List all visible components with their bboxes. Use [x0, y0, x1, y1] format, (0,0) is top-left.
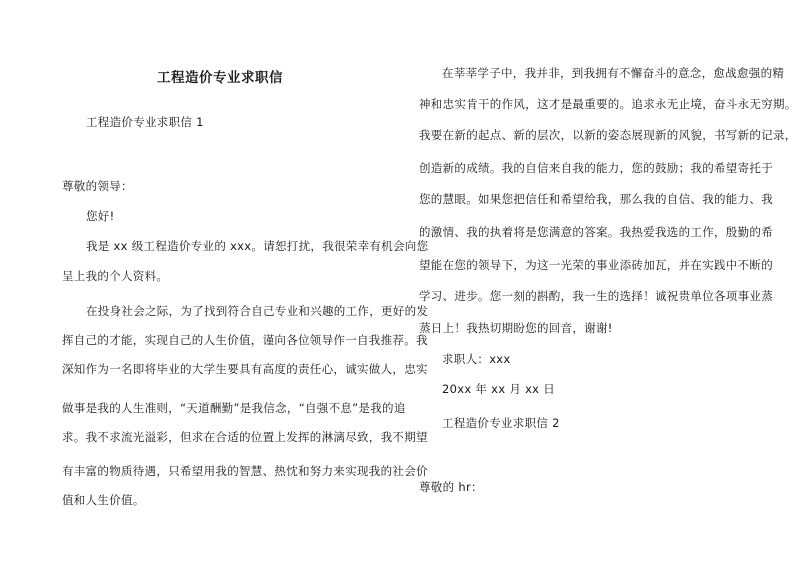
body-line: 做事是我的人生准则，“天道酬勤”是我信念，“自强不息”是我的追 [62, 401, 406, 415]
body-line: 我要在新的起点、新的层次，以新的姿态展现新的风貌，书写新的记录， [419, 128, 797, 142]
letter-date: 20xx 年 xx 月 xx 日 [442, 382, 556, 396]
body-line: 您的慧眼。如果您把信任和希望给我，那么我的自信、我的能力、我 [419, 192, 773, 206]
body-line: 蒸日上！我热切期盼您的回音，谢谢! [419, 321, 613, 335]
body-line: 值和人生价值。 [62, 493, 145, 507]
greeting: 尊敬的领导： [62, 179, 133, 193]
body-line: 呈上我的个人资料。 [62, 269, 169, 283]
body-line: 在莘莘学子中，我并非，到我拥有不懈奋斗的意念，愈战愈强的精 [442, 66, 785, 80]
body-line: 深知作为一名即将毕业的大学生要具有高度的责任心，诚实做人，忠实 [62, 362, 428, 376]
body-line: 有丰富的物质待遇，只希望用我的智慧、热忱和努力来实现我的社会价 [62, 464, 428, 478]
applicant-signature: 求职人：xxx [442, 352, 511, 366]
body-line: 在投身社会之际，为了找到符合自己专业和兴趣的工作，更好的发 [86, 304, 429, 318]
letter-subtitle: 工程造价专业求职信 1 [86, 115, 204, 129]
body-line: 神和忠实肯干的作风，这才是最重要的。追求永无止境，奋斗永无穷期。 [419, 97, 797, 111]
body-line: 求。我不求流光溢彩，但求在合适的位置上发挥的淋漓尽致，我不期望 [62, 430, 428, 444]
body-line: 的激情、我的执着将是您满意的答案。我热爱我选的工作，殷勤的希 [419, 225, 773, 239]
greeting: 尊敬的 hr： [419, 480, 483, 494]
body-line: 望能在您的领导下，为这一光荣的事业添砖加瓦，并在实践中不断的 [419, 258, 773, 272]
body-line: 学习、进步。您一刻的斟酌，我一生的选择！诚祝贵单位各项事业蒸 [419, 289, 773, 303]
body-line: 我是 xx 级工程造价专业的 xxx。请恕打扰，我很荣幸有机会向您 [86, 239, 429, 253]
body-line: 创造新的成绩。我的自信来自我的能力，您的鼓励；我的希望寄托于 [419, 161, 773, 175]
body-line: 挥自己的才能，实现自己的人生价值，谨向各位领导作一自我推荐。我 [62, 333, 428, 347]
document-title: 工程造价专业求职信 [157, 70, 283, 86]
letter-subtitle: 工程造价专业求职信 2 [442, 416, 560, 430]
hello-line: 您好! [86, 209, 115, 223]
